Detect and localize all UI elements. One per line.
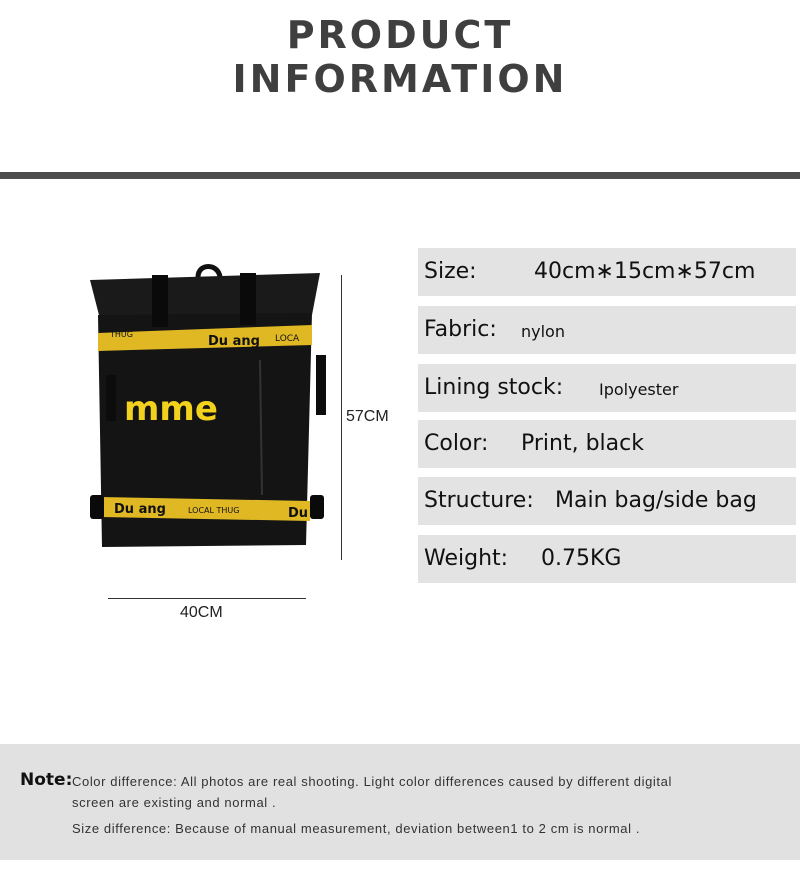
spec-label: Weight: <box>424 546 509 571</box>
note-title: Note: <box>20 770 73 790</box>
spec-row-fabric <box>418 306 796 354</box>
spec-label: Lining stock: <box>424 375 564 400</box>
spec-row-size <box>418 248 796 296</box>
top-handle <box>198 267 220 278</box>
spec-label: Fabric: <box>424 317 497 342</box>
product-image <box>90 245 350 585</box>
top-strap-text-3: THUG <box>110 330 133 339</box>
side-strap-right <box>316 355 326 415</box>
height-dimension-label: 57CM <box>346 408 389 425</box>
bottom-strap-text-2: LOCAL THUG <box>188 506 240 515</box>
spec-row-weight <box>418 535 796 583</box>
spec-row-structure <box>418 477 796 525</box>
spec-label: Size: <box>424 259 477 284</box>
title-line-1: PRODUCT <box>286 13 514 57</box>
note-line-2: screen are existing and normal . <box>72 795 277 810</box>
roll-top <box>90 273 320 319</box>
spec-row-color <box>418 420 796 468</box>
spec-value: Main bag/side bag <box>555 488 757 513</box>
buckle-right <box>310 495 324 519</box>
top-strap-text: Du ang <box>208 334 260 349</box>
side-strap-left <box>106 375 116 421</box>
header-divider <box>0 172 800 179</box>
spec-value: Print, black <box>521 431 644 456</box>
spec-value: 0.75KG <box>541 546 622 571</box>
bag-print-text: mme <box>124 389 218 429</box>
note-panel <box>0 744 800 860</box>
bottom-strap-text-3: Du <box>288 506 309 521</box>
spec-row-lining <box>418 364 796 412</box>
spec-value: 40cm∗15cm∗57cm <box>534 259 756 284</box>
strap-loop-right <box>240 273 256 325</box>
spec-label: Color: <box>424 431 489 456</box>
bottom-strap-text: Du ang <box>114 502 166 517</box>
backpack-illustration <box>90 245 350 585</box>
spec-label: Structure: <box>424 488 534 513</box>
note-line-1: Color difference: All photos are real shooting. Light color differences caused by different digital <box>72 774 672 789</box>
spec-value: nylon <box>521 322 565 341</box>
title-line-2: INFORMATION <box>232 57 568 101</box>
spec-value: Ipolyester <box>599 380 679 399</box>
buckle-left <box>90 495 104 519</box>
height-dimension-line <box>341 275 342 560</box>
top-strap-text-2: LOCA <box>275 334 300 344</box>
note-line-3: Size difference: Because of manual measurement, deviation between1 to 2 cm is normal . <box>72 821 641 836</box>
width-dimension-line <box>108 598 306 599</box>
width-dimension-label: 40CM <box>180 604 223 621</box>
strap-loop-left <box>152 275 168 327</box>
